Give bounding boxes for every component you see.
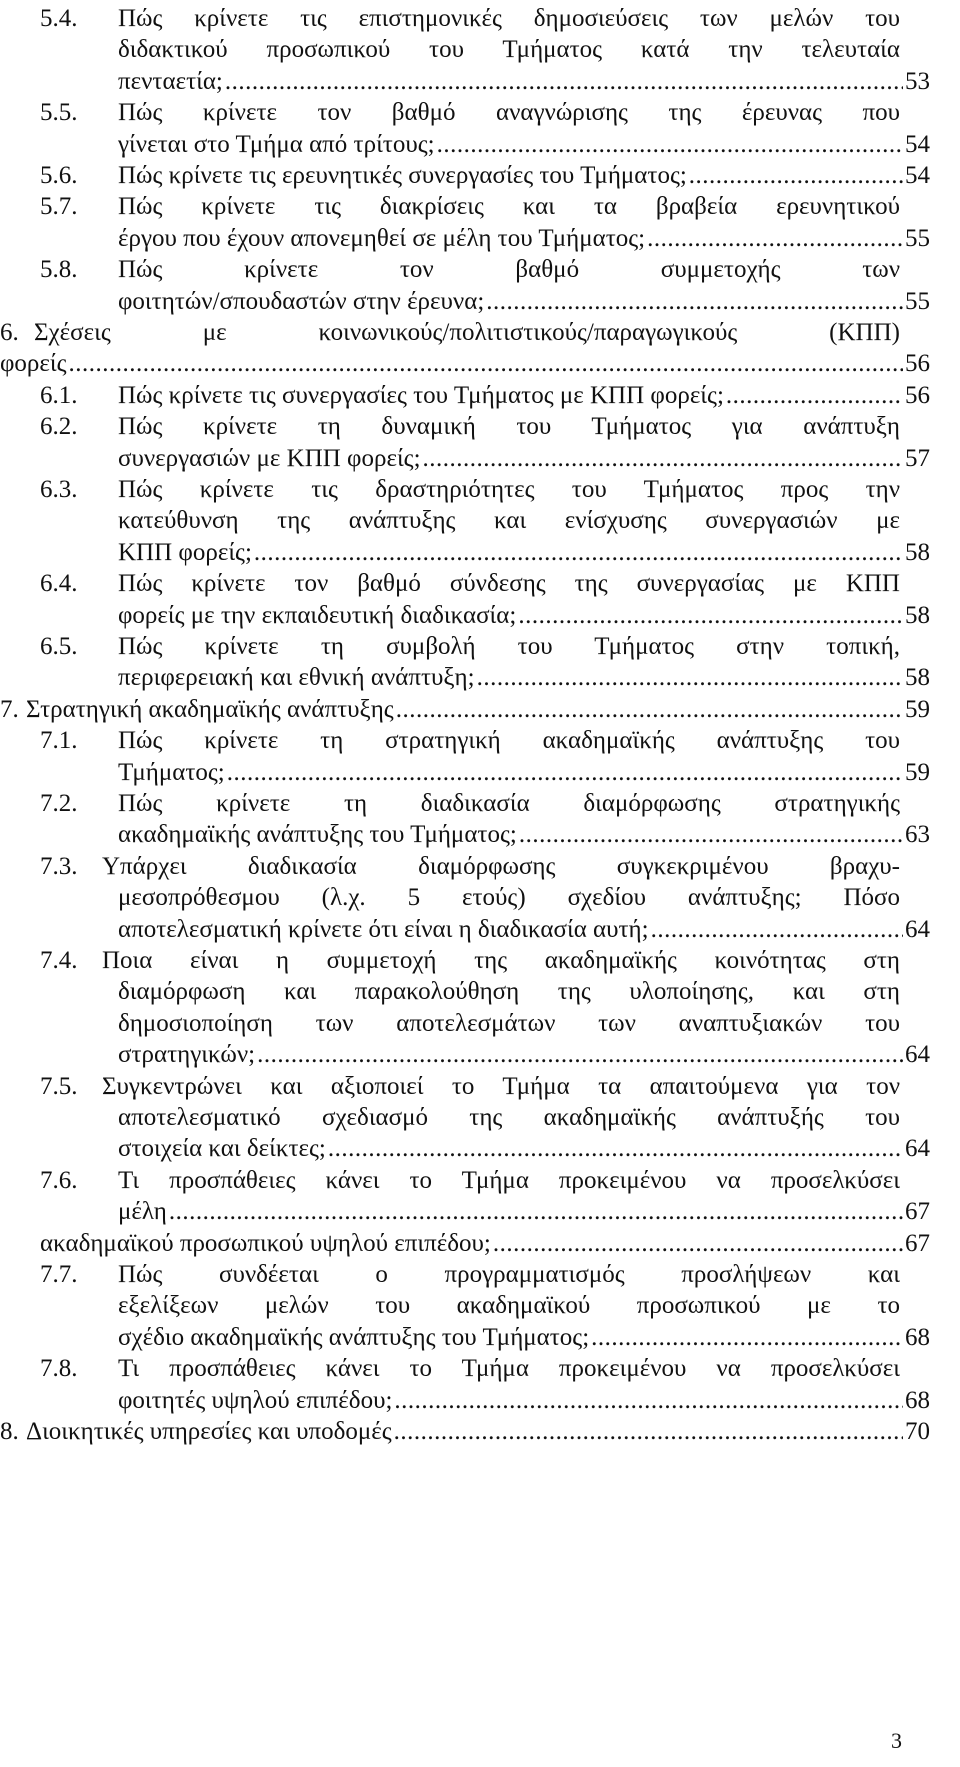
dot-leader <box>493 1227 903 1260</box>
toc-entry-number: 7.3. <box>40 852 78 880</box>
toc-entry-number: 7.8. <box>40 1355 78 1383</box>
toc-entry-last-line <box>118 159 930 192</box>
toc-entry-last-line <box>118 128 930 161</box>
toc-entry-page: 68 <box>905 1386 930 1414</box>
toc-entry-page: 64 <box>905 1041 930 1069</box>
toc-entry-page: 68 <box>905 1323 930 1351</box>
toc-entry-text: μέλη <box>118 1198 167 1226</box>
toc-entry-last-line <box>118 536 930 569</box>
toc-entry-text: Στρατηγική ακαδημαϊκής ανάπτυξης <box>26 695 394 723</box>
toc-entry-number: 5.7. <box>40 193 78 221</box>
dot-leader <box>396 693 903 726</box>
toc-entry-number: 7.2. <box>40 790 78 817</box>
toc-entry-text: Διοικητικές υπηρεσίες και υποδομές <box>26 1418 392 1445</box>
toc-entry-last-line <box>40 1227 930 1260</box>
toc-entry-text: διδακτικού προσωπικού του Τμήματος κατά την τελευταία <box>118 36 900 64</box>
toc-entry-number: 7.6. <box>40 1166 78 1194</box>
toc-entry-last-line <box>0 347 930 380</box>
toc-entry-last-line <box>26 1415 930 1448</box>
toc-entry-number: 7. <box>0 695 19 723</box>
toc-entry-last-line <box>118 442 930 475</box>
dot-leader <box>225 65 903 98</box>
toc-entry-page: 54 <box>905 130 930 158</box>
toc-entry-text: Πώς κρίνετε τις επιστημονικές δημοσιεύσεις των μελών του <box>118 5 900 32</box>
toc-entry-page: 56 <box>905 381 930 409</box>
dot-leader <box>254 536 903 569</box>
toc-entry-last-line <box>118 1195 930 1228</box>
toc-entry-text: γίνεται στο Τμήμα από τρίτους; <box>118 130 435 158</box>
toc-entry-last-line <box>118 65 930 98</box>
toc-entry-last-line <box>118 285 930 318</box>
toc-entry-number: 6.4. <box>40 570 78 598</box>
toc-entry-text: φοιτητών/σπουδαστών στην έρευνα; <box>118 287 485 315</box>
toc-entry-number: 6.3. <box>40 476 78 503</box>
toc-entry-text: Πώς κρίνετε τη δυναμική του Τμήματος για ανάπτυξη <box>118 413 900 441</box>
toc-entry-text: μεσοπρόθεσμου (λ.χ. 5 ετούς) σχεδίου ανάπτυξης; Πόσο <box>118 884 900 912</box>
toc-entry-last-line <box>118 1132 930 1165</box>
toc-entry-number: 5.4. <box>40 5 78 32</box>
toc-entry-number: 7.1. <box>40 727 78 755</box>
dot-leader <box>257 1038 903 1071</box>
toc-entry-text: ΚΠΠ φορείς; <box>118 538 252 566</box>
toc-entry-page: 58 <box>905 601 930 629</box>
dot-leader <box>591 1321 903 1354</box>
toc-entry-text: στρατηγικών; <box>118 1041 256 1069</box>
toc-entry-text: δημοσιοποίηση των αποτελεσμάτων των αναπτυξιακών του <box>118 1009 900 1037</box>
toc-entry-text: Τι προσπάθειες κάνει το Τμήμα προκειμένου να προσελκύσει <box>118 1166 900 1194</box>
toc-entry-text: Πώς κρίνετε τις ερευνητικές συνεργασίες του Τμήματος; <box>118 162 687 189</box>
toc-entry-page: 67 <box>905 1198 930 1226</box>
toc-entry-text: Τμήματος; <box>118 758 225 786</box>
dot-leader <box>328 1132 903 1165</box>
toc-entry-page: 64 <box>905 1135 930 1163</box>
toc-entry-text: Πώς κρίνετε τη στρατηγική ακαδημαϊκής ανάπτυξης του <box>118 727 900 755</box>
dot-leader <box>169 1195 903 1228</box>
toc-entry-page: 63 <box>905 821 930 849</box>
toc-entry-text: Πώς κρίνετε τον βαθμό αναγνώρισης της έρευνας που <box>118 99 900 127</box>
toc-entry-number: 5.6. <box>40 162 78 189</box>
toc-entry-text: φορείς <box>0 350 67 378</box>
toc-entry-text: συνεργασιών με ΚΠΠ φορείς; <box>118 444 421 472</box>
toc-entry-last-line <box>118 756 930 789</box>
dot-leader <box>423 442 903 475</box>
toc-entry-number: 6. <box>0 319 19 346</box>
toc-entry-text: περιφερειακή και εθνική ανάπτυξη; <box>118 664 475 692</box>
dot-leader <box>477 661 903 694</box>
toc-entry-number: 7.7. <box>40 1261 78 1288</box>
toc-entry-last-line <box>118 379 930 412</box>
dot-leader <box>394 1415 903 1448</box>
toc-entry-page: 59 <box>905 758 930 786</box>
toc-entry-text: κατεύθυνση της ανάπτυξης και ενίσχυσης συνεργασιών με <box>118 507 900 535</box>
toc-entry-text: φορείς με την εκπαιδευτική διαδικασία; <box>118 601 517 629</box>
toc-entry-last-line <box>118 222 930 255</box>
toc-entry-page: 67 <box>905 1229 930 1257</box>
toc-entry-text: Πώς κρίνετε τη διαδικασία διαμόρφωσης στρατηγικής <box>118 790 900 817</box>
toc-entry-text: πενταετία; <box>118 67 223 95</box>
toc-entry-number: 7.4. <box>40 947 78 974</box>
toc-entry-text: Πώς κρίνετε τις δραστηριότητες του Τμήματος προς την <box>118 476 900 503</box>
toc-entry-text: Πώς συνδέεται ο προγραμματισμός προσλήψεων και <box>118 1261 900 1288</box>
toc-entry-text: ακαδημαϊκού προσωπικού υψηλού επιπέδου; <box>40 1229 491 1257</box>
toc-entry-text: Πώς κρίνετε τον βαθμό συμμετοχής των <box>118 256 900 284</box>
toc-entry-text: Τι προσπάθειες κάνει το Τμήμα προκειμένου να προσελκύσει <box>118 1355 900 1383</box>
toc-entry-text: Υπάρχει διαδικασία διαμόρφωσης συγκεκριμένου βραχυ- <box>102 852 900 880</box>
toc-entry-text: Πώς κρίνετε τις διακρίσεις και τα βραβεία ερευνητικού <box>118 193 900 221</box>
toc-entry-number: 5.5. <box>40 99 78 127</box>
dot-leader <box>486 285 903 318</box>
toc-entry-text: Συγκεντρώνει και αξιοποιεί το Τμήμα τα απαιτούμενα για τον <box>102 1072 900 1100</box>
toc-entry-number: 5.8. <box>40 256 78 284</box>
dot-leader <box>647 222 903 255</box>
dot-leader <box>518 599 903 632</box>
toc-entry-page: 56 <box>905 350 930 378</box>
toc-entry-number: 7.5. <box>40 1072 78 1100</box>
dot-leader <box>437 128 903 161</box>
dot-leader <box>394 1384 903 1417</box>
toc-entry-last-line <box>118 1384 930 1417</box>
toc-entry-last-line <box>118 818 930 851</box>
toc-entry-text: αποτελεσματική κρίνετε ότι είναι η διαδικασία αυτή; <box>118 915 649 943</box>
toc-entry-page: 70 <box>905 1418 930 1445</box>
toc-entry-text: Πώς κρίνετε τις συνεργασίες του Τμήματος με ΚΠΠ φορείς; <box>118 381 724 409</box>
dot-leader <box>519 818 903 851</box>
toc-entry-last-line <box>118 913 930 946</box>
dot-leader <box>726 379 903 412</box>
toc-entry-number: 6.2. <box>40 413 78 441</box>
toc-entry-text: ακαδημαϊκής ανάπτυξης του Τμήματος; <box>118 821 517 849</box>
toc-entry-text: Σχέσεις με κοινωνικούς/πολιτιστικούς/παραγωγικούς (ΚΠΠ) <box>34 319 900 346</box>
toc-entry-text: φοιτητές υψηλού επιπέδου; <box>118 1386 393 1414</box>
toc-entry-number: 6.5. <box>40 633 78 660</box>
toc-entry-text: Πώς κρίνετε τον βαθμό σύνδεσης της συνεργασίας με ΚΠΠ <box>118 570 900 598</box>
toc-entry-text: έργου που έχουν απονεμηθεί σε μέλη του Τμήματος; <box>118 224 646 252</box>
toc-entry-page: 58 <box>905 664 930 692</box>
toc-entry-text: Ποια είναι η συμμετοχή της ακαδημαϊκής κοινότητας στη <box>102 947 900 974</box>
dot-leader <box>227 756 903 789</box>
toc-entry-text: Πώς κρίνετε τη συμβολή του Τμήματος στην τοπική, <box>118 633 900 660</box>
toc-entry-last-line <box>118 661 930 694</box>
toc-entry-page: 54 <box>905 162 930 189</box>
toc-entry-page: 55 <box>905 287 930 315</box>
toc-entry-last-line <box>118 1038 930 1071</box>
toc-entry-text: εξελίξεων μελών του ακαδημαϊκού προσωπικού με το <box>118 1292 900 1320</box>
toc-entry-page: 57 <box>905 444 930 472</box>
dot-leader <box>689 159 903 192</box>
toc-entry-number: 8. <box>0 1418 19 1445</box>
dot-leader <box>651 913 903 946</box>
toc-entry-page: 64 <box>905 915 930 943</box>
page-number: 3 <box>891 1728 902 1753</box>
toc-entry-text: σχέδιο ακαδημαϊκής ανάπτυξης του Τμήματος; <box>118 1323 590 1351</box>
toc-entry-last-line <box>118 1321 930 1354</box>
toc-entry-last-line <box>26 693 930 726</box>
dot-leader <box>69 347 903 380</box>
toc-entry-number: 6.1. <box>40 381 78 409</box>
toc-entry-page: 55 <box>905 224 930 252</box>
toc-entry-text: διαμόρφωση και παρακολούθηση της υλοποίησης, και στη <box>118 978 900 1006</box>
toc-entry-text: αποτελεσματικό σχεδιασμό της ακαδημαϊκής ανάπτυξής του <box>118 1104 900 1131</box>
toc-entry-last-line <box>118 599 930 632</box>
toc-entry-page: 58 <box>905 538 930 566</box>
toc-entry-page: 53 <box>905 67 930 95</box>
toc-entry-page: 59 <box>905 695 930 723</box>
toc-entry-text: στοιχεία και δείκτες; <box>118 1135 326 1163</box>
